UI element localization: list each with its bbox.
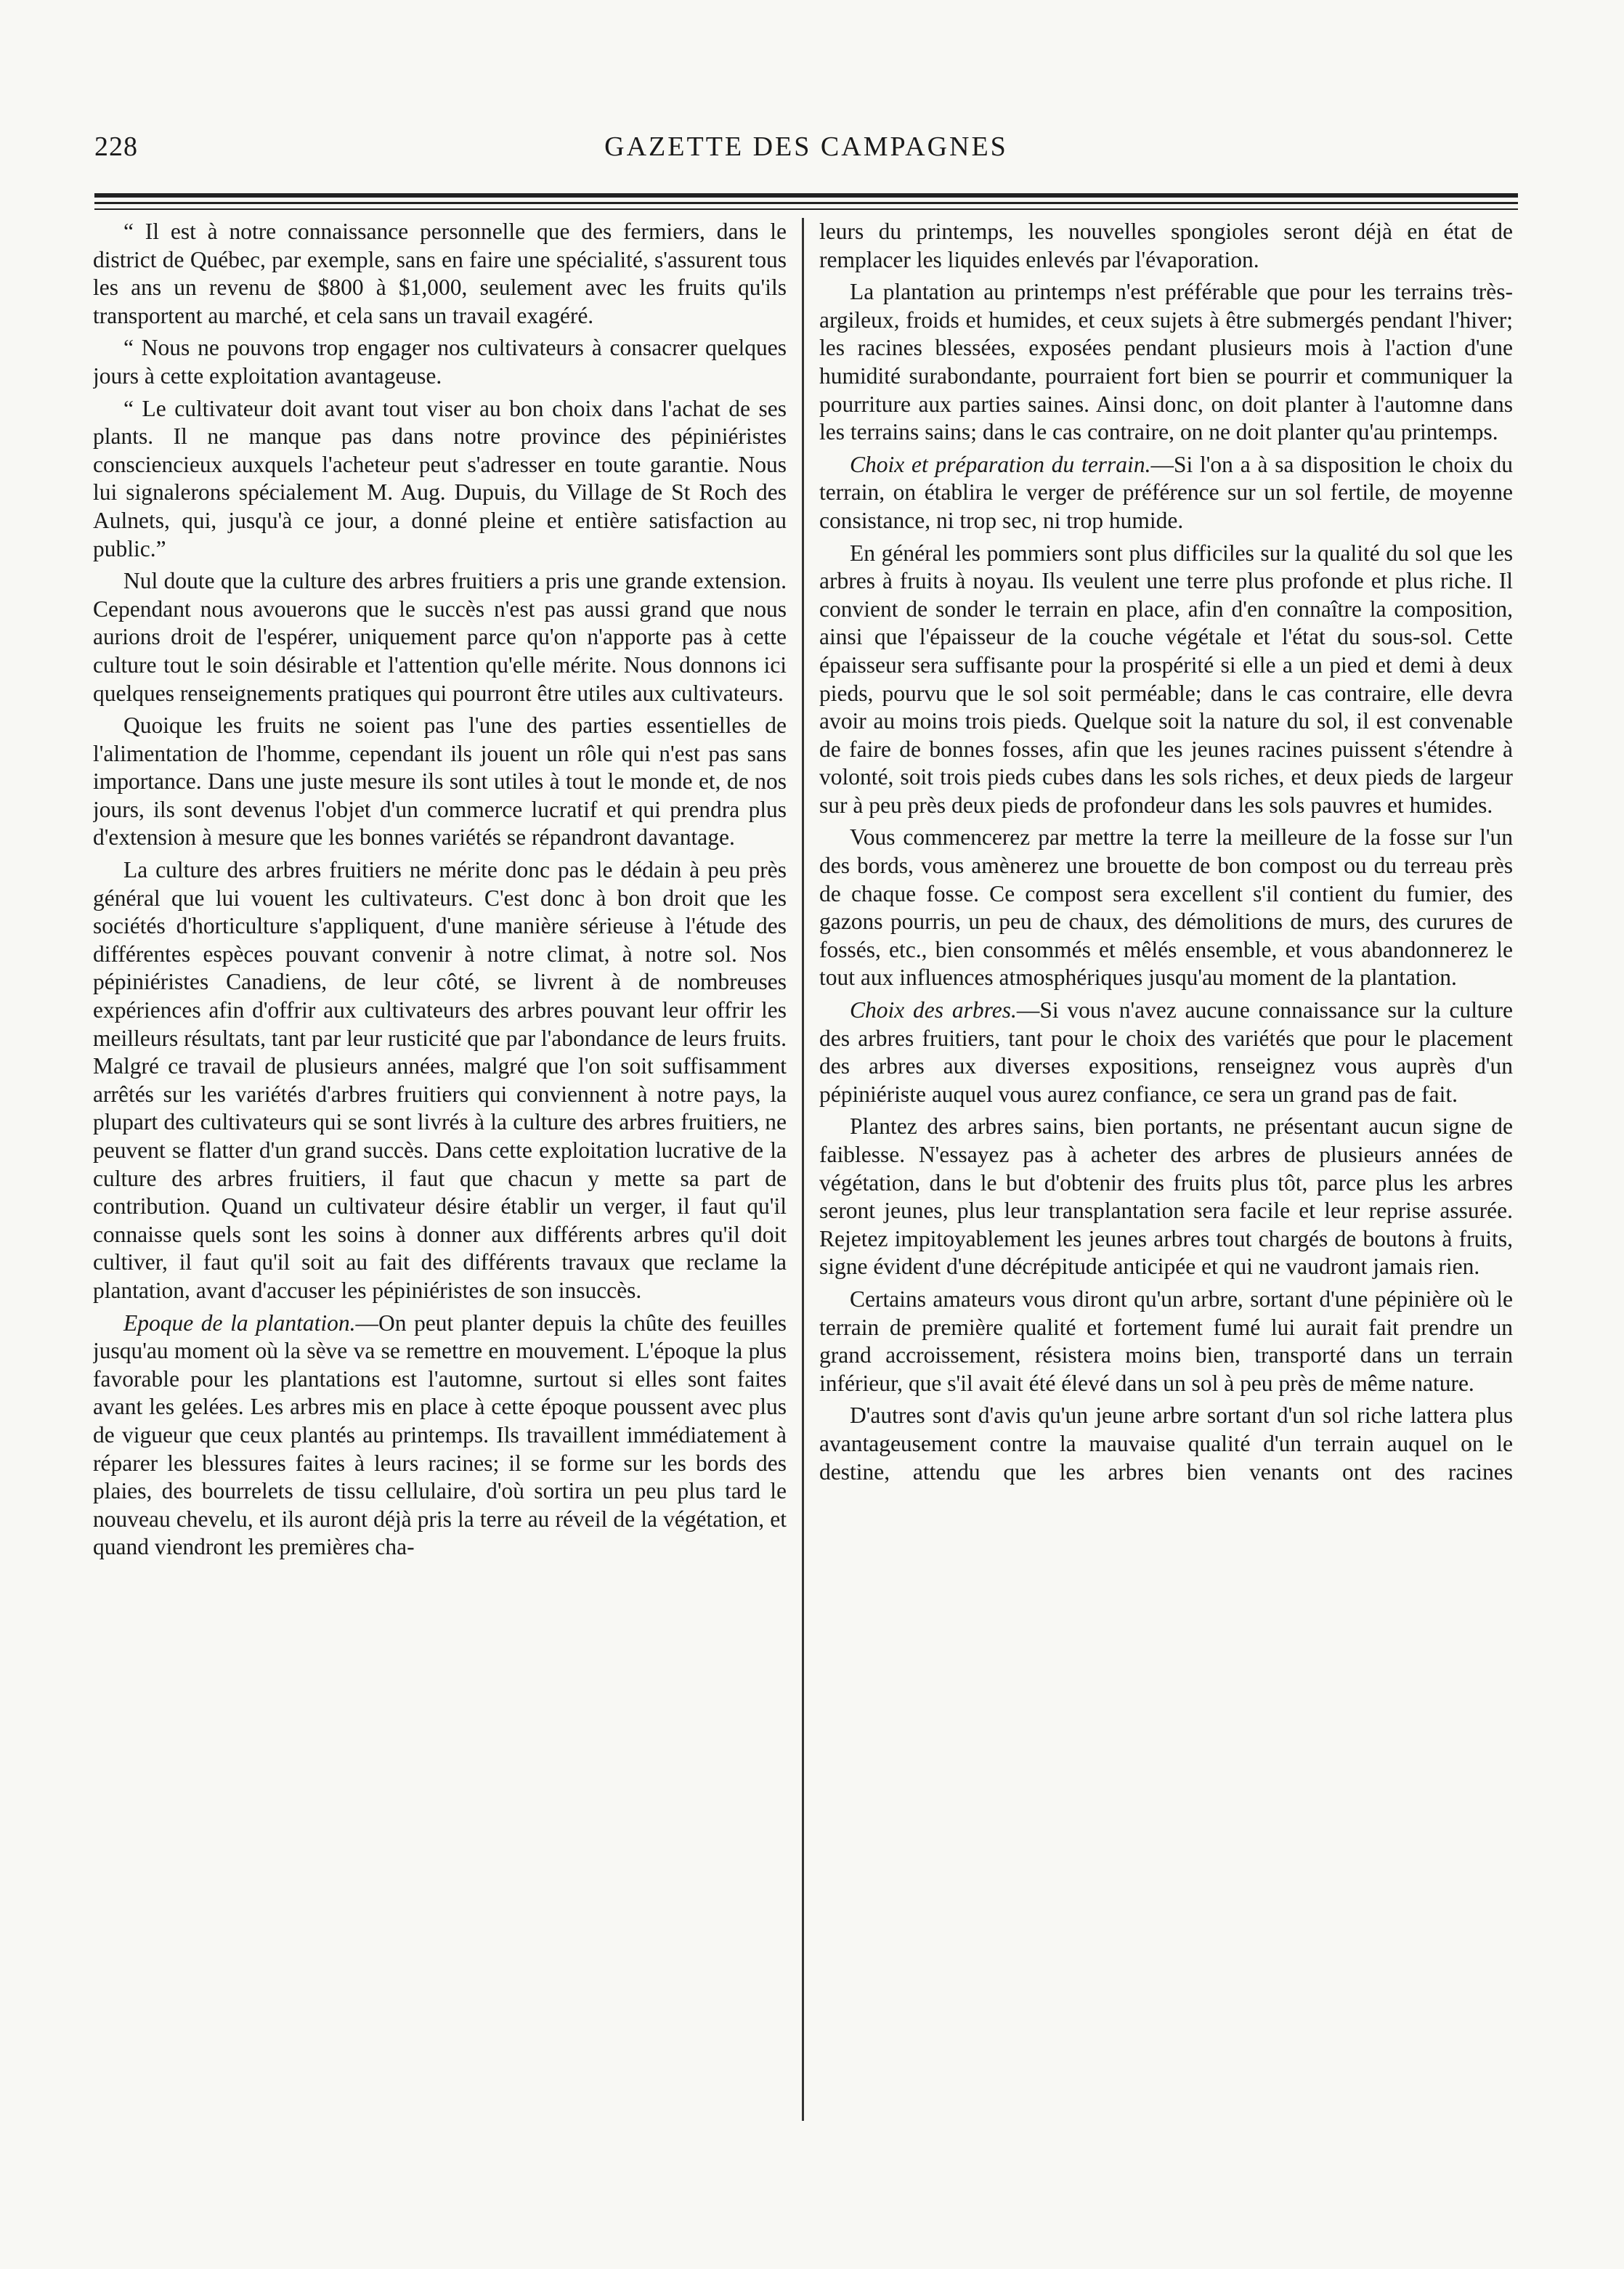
paragraph — [93, 1310, 787, 1562]
header-rule — [94, 202, 1518, 204]
paragraph-text: La plantation au printemps n'est préférable que pour les terrains très-argileux, froids et humides, et ceux sujets à être submergés pendant l'hiver; les racines blessées, exposées pendant plusieurs mois à l'action d'une humidité surabondante, pourraient fort bien se pourrir et communiquer la pourriture aux parties saines. Ainsi donc, on doit planter à l'automne dans les terrains sains; dans le cas contraire, on ne doit planter qu'au printemps. — [819, 279, 1513, 445]
right-column — [819, 218, 1513, 2128]
paragraph-text: “ Le cultivateur doit avant tout viser au bon choix dans l'achat de ses plants. Il ne manque pas dans notre province des pépiniéristes consciencieux auxquels l'acheteur peut s'adresser en toute garantie. Nous lui signalerons spécialement M. Aug. Dupuis, du Village de St Roch des Aulnets, qui, jusqu'à ce jour, a donné pleine et entière satisfaction au public.” — [93, 395, 787, 561]
paragraph-text: Vous commencerez par mettre la terre la meilleure de la fosse sur l'un des bords, vous amènerez une brouette de bon compost ou du terreau près de chaque fosse. Ce compost sera excellent s'il contient du fumier, des gazons pourris, un peu de chaux, des démolitions de murs, des curures de fossés, etc., bien consommés et mêlés ensemble, et vous abandonnerez le tout aux influences atmosphériques jusqu'au moment de la plantation. — [819, 824, 1513, 991]
paragraph-text: En général les pommiers sont plus difficiles sur la qualité du sol que les arbres à fruits à noyau. Ils veulent une terre plus profonde et plus riche. Il convient de sonder le terrain en place, afin d'en connaître la composition, ainsi que l'épaisseur de la couche végétale et l'état du sous-sol. Cette épaisseur sera suffisante pour la prospérité si elle a un pied et demi à deux pieds, pourvu que le sol soit perméable; dans le cas contraire, elle devra avoir au moins trois pieds. Quelque soit la nature du sol, il est convenable de faire de bonnes fosses, afin que les jeunes racines puissent s'étendre à volonté, soit trois pieds cubes dans les sols riches, et deux pieds de largeur sur à peu près deux pieds de profondeur dans les sols pauvres et humides. — [819, 540, 1513, 818]
paragraph — [819, 218, 1513, 274]
paragraph-text: Certains amateurs vous diront qu'un arbre, sortant d'une pépinière où le terrain de première qualité et fortement fumé lui aurait fait prendre un grand accroissement, résistera moins bien, transporté dans un terrain inférieur, que s'il avait été élevé dans un sol à peu près de même nature. — [819, 1286, 1513, 1396]
left-column — [93, 218, 787, 2128]
paragraph — [819, 824, 1513, 992]
paragraph-text: La culture des arbres fruitiers ne mérite donc pas le dédain à peu près général que lui vouent les cultivateurs. C'est donc à bon droit que les sociétés d'horticulture s'appliquent, d'une manière sérieuse à l'étude des différentes espèces pouvant convenir à notre climat, à notre sol. Nos pépiniéristes Canadiens, de leur côté, se livrent à de nombreuses expériences afin d'offrir aux cultivateurs des arbres pouvant leur offrir les meilleurs résultats, tant par leur rusticité que par l'abondance de leurs fruits. Malgré ce travail de plusieurs années, malgré que l'on soit suffisamment arrêtés sur les variétés d'arbres fruitiers qui conviennent à notre pays, la plupart des cultivateurs qui se sont livrés à la culture des arbres fruitiers, ne peuvent se flatter d'un grand succès. Dans cette exploitation lucrative de la culture des arbres fruitiers, il faut que chacun y mette sa part de contribution. Quand un cultivateur désire établir un verger, il faut qu'il connaisse quels sont les soins à donner aux différents arbres qu'il doit cultiver, il faut qu'il soit au fait des différents travaux que reclame la plantation, avant d'accuser les pépiniéristes de son insuccès. — [93, 857, 787, 1303]
paragraph-text: Quoique les fruits ne soient pas l'une des parties essentielles de l'alimentation de l'homme, cependant ils jouent un rôle qui n'est pas sans importance. Dans une juste mesure ils sont utiles à tout le monde et, de nos jours, ils sont devenus l'objet d'un commerce lucratif et qui prendra plus d'extension à mesure que les bonnes variétés se répandront davantage. — [93, 713, 787, 851]
paragraph — [93, 567, 787, 707]
paragraph — [93, 395, 787, 564]
section-heading: Choix des arbres. — [850, 997, 1017, 1023]
column-divider — [802, 218, 804, 2121]
paragraph-text: D'autres sont d'avis qu'un jeune arbre sortant d'un sol riche lattera plus avantageusement contre la mauvaise qualité d'un terrain auquel on le destine, attendu que les arbres bien venants ont des racines — [819, 1403, 1513, 1485]
paragraph — [819, 997, 1513, 1108]
paragraph — [93, 856, 787, 1305]
section-heading: Epoque de la plantation. — [123, 1310, 356, 1336]
paragraph — [819, 540, 1513, 820]
section-heading: Choix et préparation du terrain. — [850, 451, 1151, 477]
paragraph-text: “ Nous ne pouvons trop engager nos cultivateurs à consacrer quelques jours à cette exploitation avantageuse. — [93, 335, 787, 389]
header-rule — [94, 208, 1518, 210]
paragraph — [819, 1402, 1513, 1486]
paragraph-text: leurs du printemps, les nouvelles spongioles seront déjà en état de remplacer les liquides enlevés par l'évaporation. — [819, 219, 1513, 272]
paragraph — [93, 712, 787, 852]
paragraph — [819, 451, 1513, 535]
running-title: GAZETTE DES CAMPAGNES — [604, 131, 1008, 162]
paragraph-text: “ Il est à notre connaissance personnelle que des fermiers, dans le district de Québec, par exemple, sans en faire une spécialité, s'assurent tous les ans un revenu de $800 à $1,000, seulement avec les fruits qu'ils transportent au marché, et cela sans un travail exagéré. — [93, 219, 787, 328]
paragraph — [819, 278, 1513, 447]
page-header — [94, 131, 1518, 174]
page-number: 228 — [94, 131, 138, 162]
paragraph-text: Nul doute que la culture des arbres fruitiers a pris une grande extension. Cependant nous avouerons que le succès n'est pas aussi grand que nous aurions droit de l'espérer, uniquement parce qu'on n'apporte pas à cette culture tout le soin désirable et l'attention qu'elle mérite. Nous donnons ici quelques renseignements pratiques qui pourront être utiles aux cultivateurs. — [93, 568, 787, 706]
paragraph-text: —On peut planter depuis la chûte des feuilles jusqu'au moment où la sève va se remettre en mouvement. L'époque la plus favorable pour les plantations est l'automne, surtout si elles sont faites avant les gelées. Les arbres mis en place à cette époque poussent avec plus de vigueur que ceux plantés au printemps. Ils travaillent immédiatement à réparer les blessures faites à leurs racines; il se forme sur les bords des plaies, des bourrelets de tissu cellulaire, d'où sortira un peu plus tard le nouveau chevelu, et ils auront déjà pris la terre au réveil de la végétation, et quand viendront les premières cha- — [93, 1310, 787, 1560]
paragraph — [93, 218, 787, 330]
paragraph — [819, 1286, 1513, 1397]
paragraph — [819, 1113, 1513, 1281]
paragraph — [93, 334, 787, 390]
header-rule — [94, 193, 1518, 198]
paragraph-text: —Si l'on a à sa disposition le choix du terrain, on établira le verger de préférence sur un sol fertile, de moyenne consistance, ni trop sec, ni trop humide. — [819, 451, 1513, 533]
paragraph-text: —Si vous n'avez aucune connaissance sur la culture des arbres fruitiers, tant pour le choix des variétés que pour le placement des arbres aux diverses expositions, renseignez vous auprès d'un pépiniériste auquel vous aurez confiance, ce sera un grand pas de fait. — [819, 997, 1513, 1107]
paragraph-text: Plantez des arbres sains, bien portants, ne présentant aucun signe de faiblesse. N'essayez pas à acheter des arbres de plusieurs années de végétation, dans le but d'obtenir des fruits plus tôt, parce plus les arbres seront jeunes, plus leur transplantation sera facile et leur reprise assurée. Rejetez impitoyablement les jeunes arbres tout chargés de boutons à fruits, signe évident d'une décrépitude anticipée et qui ne vaudront jamais rien. — [819, 1113, 1513, 1280]
